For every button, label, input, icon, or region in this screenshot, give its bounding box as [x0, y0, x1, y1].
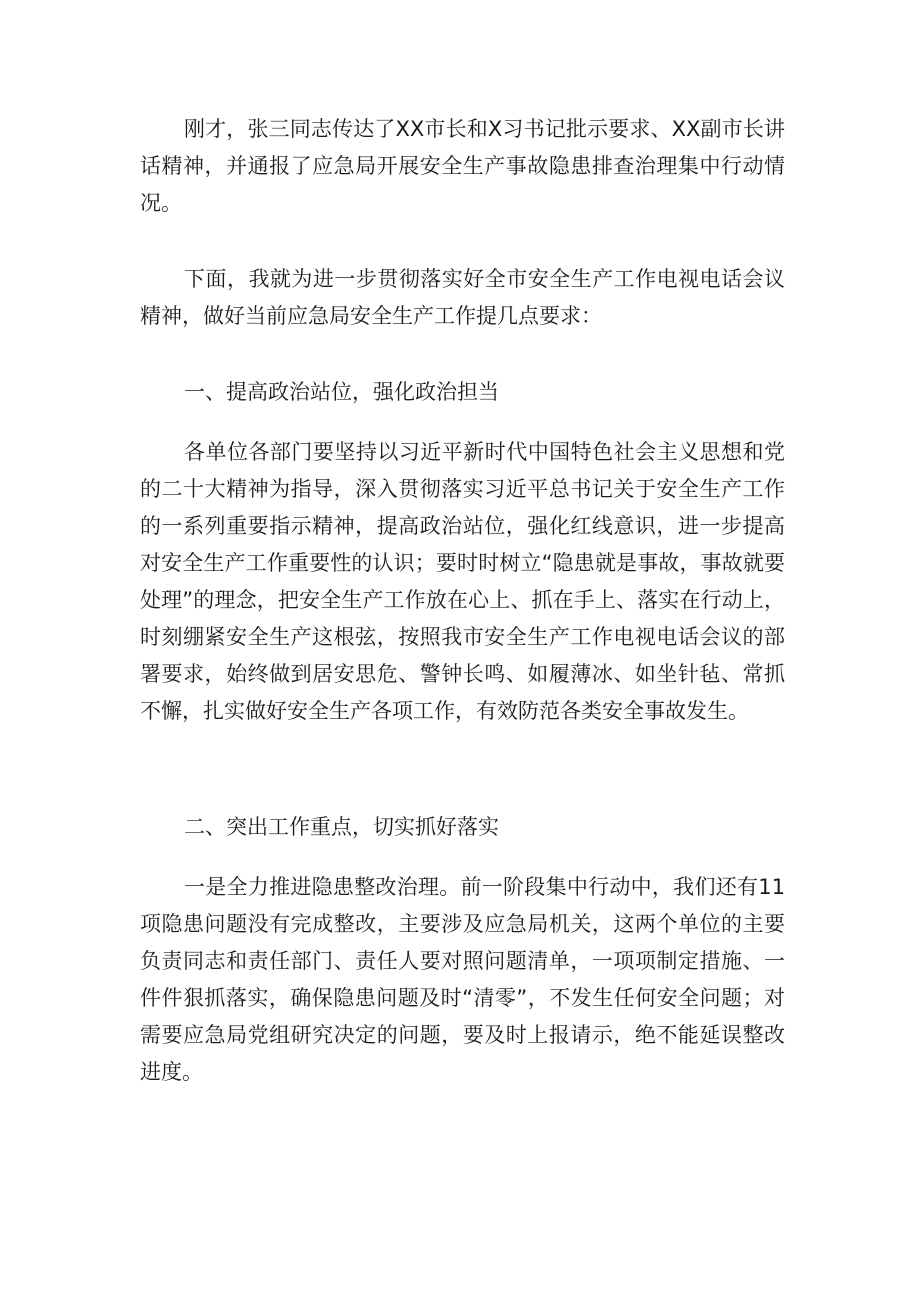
paragraph-intro: 下面，我就为进一步贯彻落实好全市安全生产工作电视电话会议精神，做好当前应急局安全生产工作提几点要求：	[140, 267, 785, 328]
section-heading-1: 一、提高政治站位，强化政治担当	[184, 380, 499, 404]
section-heading-2: 二、突出工作重点，切实抓好落实	[184, 815, 499, 839]
paragraph-section-2: 一是全力推进隐患整改治理。前一阶段集中行动中，我们还有11项隐患问题没有完成整改，主要涉及应急局机关，这两个单位的主要负责同志和责任部门、责任人要对照问题清单，一项项制定措施、一件件狠抓落实，确保隐患问题及时“清零”，不发生任何安全问题；对需要应急局党组研究决定的问题，要及时上报请示，绝不能延误整改进度。	[140, 875, 785, 1084]
paragraph-section-1: 各单位各部门要坚持以习近平新时代中国特色社会主义思想和党的二十大精神为指导，深入贯彻落实习近平总书记关于安全生产工作的一系列重要指示精神，提高政治站位，强化红线意识，进一步提高对安全生产工作重要性的认识；要时时树立“隐患就是事故，事故就要处理”的理念，把安全生产工作放在心上、抓在手上、落实在行动上，时刻绷紧安全生产这根弦，按照我市安全生产工作电视电话会议的部署要求，始终做到居安思危、警钟长鸣、如履薄冰、如坐针毡、常抓不懈，扎实做好安全生产各项工作，有效防范各类安全事故发生。	[140, 440, 785, 723]
paragraph-opening: 刚才，张三同志传达了XX市长和X习书记批示要求、XX副市长讲话精神，并通报了应急局开展安全生产事故隐患排查治理集中行动情况。	[140, 117, 785, 215]
